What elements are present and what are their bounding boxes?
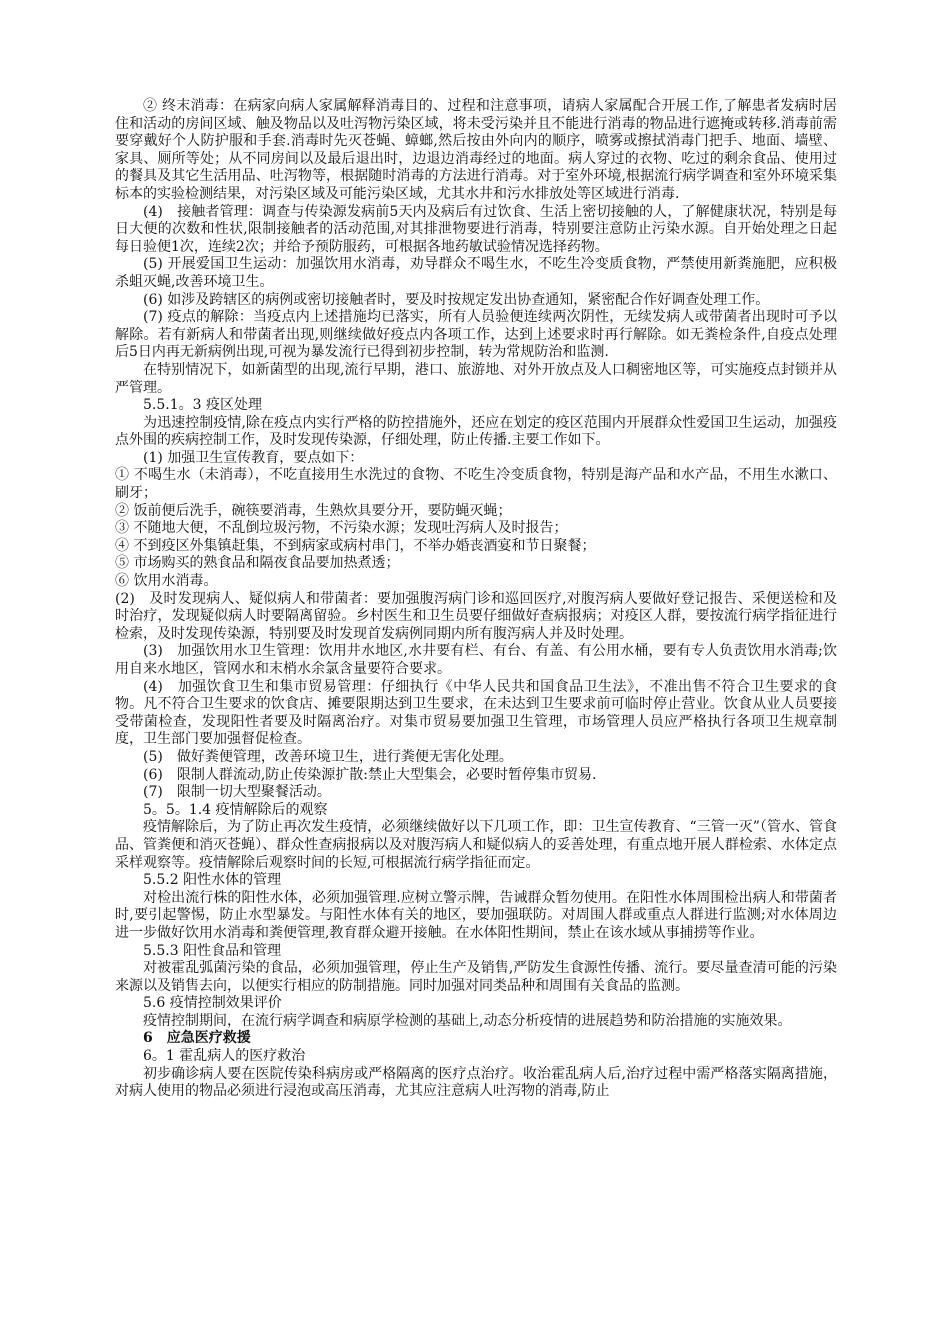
paragraph: ② 饭前便后洗手，碗筷要消毒，生熟炊具要分开，要防蝇灭蝇； — [115, 502, 512, 519]
paragraph: (4) 接触者管理：调查与传染源发病前5天内及病后有过饮食、生活上密切接触的人，了解健康状况，特别是每日大便的次数和性状,限制接触者的活动范围,对其排泄物要进行消毒，特别要注意防止污染水源。自开始处理之日起每日验便1次，连续2次；并给予预防服药，可根据各地药敏试验情况选择药物。 — [115, 203, 837, 255]
paragraph: 疫情解除后，为了防止再次发生疫情，必须继续做好以下几项工作，即：卫生宣传教育、“三管一灭”（管水、管食品、管粪便和消灭苍蝇）、群众性查病报病以及对腹泻病人和疑似病人的妥善处理，有重点地开展人群检索、水体定点采样观察等。疫情解除后观察时间的长短,可根据流行病学指征而定。 — [115, 819, 837, 871]
paragraph: 5。5。1.4 疫情解除后的观察 — [143, 801, 328, 818]
paragraph: 5.5.3 阳性食品和管理 — [143, 942, 282, 959]
paragraph: ⑥ 饮用水消毒。 — [115, 573, 218, 590]
paragraph: 5.5.1。3 疫区处理 — [143, 397, 262, 414]
paragraph: (6) 如涉及跨辖区的病例或密切接触者时，要及时按规定发出协查通知，紧密配合作好调查处理工作。 — [143, 291, 770, 308]
paragraph: 为迅速控制疫情,除在疫点内实行严格的防控措施外，还应在划定的疫区范围内开展群众性爱国卫生运动，加强疫点外围的疾病控制工作，及时发现传染源，仔细处理，防止传播.主要工作如下。 — [115, 414, 837, 449]
paragraph: 初步确诊病人要在医院传染科病房或严格隔离的医疗点治疗。收治霍乱病人后,治疗过程中需严格落实隔离措施，对病人使用的物品必须进行浸泡或高压消毒，尤其应注意病人吐泻物的消毒,防止 — [115, 1065, 837, 1100]
paragraph: ② 终末消毒：在病家向病人家属解释消毒目的、过程和注意事项，请病人家属配合开展工作,了解患者发病时居住和活动的房间区域、触及物品以及吐泻物污染区域，将未受污染并且不能进行消毒的物品进行遮掩或转移.消毒前需要穿戴好个人防护服和手套.消毒时先灭苍蝇、蟑螂,然后按由外向内的顺序，喷雾或擦拭消毒门把手、地面、墙壁、家具、厕所等处；从不同房间以及最后退出时，边退边消毒经过的地面。病人穿过的衣物、吃过的剩余食品、使用过的餐具及其它生活用品、吐泻物等，根据随时消毒的方法进行消毒。对于室外环境,根据流行病学调查和室外环境采集标本的实验检测结果，对污染区域及可能污染区域，尤其水井和污水排放处等区域进行消毒. — [115, 98, 837, 202]
paragraph: (4) 加强饮食卫生和集市贸易管理：仔细执行《中华人民共和国食品卫生法》，不准出售不符合卫生要求的食物。凡不符合卫生要求的饮食店、摊要限期达到卫生要求，在未达到卫生要求前可临时停止营业。饮食从业人员要接受带菌检查，发现阳性者要及时隔离治疗。对集市贸易要加强卫生管理，市场管理人员应严格执行各项卫生规章制度，卫生部门要加强督促检查。 — [115, 678, 837, 748]
paragraph: ① 不喝生水（未消毒），不吃直接用生水洗过的食物、不吃生冷变质食物，特别是海产品和水产品，不用生水漱口、刷牙； — [115, 467, 837, 502]
paragraph: 对被霍乱弧菌污染的食品，必须加强管理，停止生产及销售,严防发生食源性传播、流行。要尽量查清可能的污染来源以及销售去向，以便实行相应的防制措施。同时加强对同类品种和周围有关食品的监测。 — [115, 960, 837, 994]
paragraph: ③ 不随地大便，不乱倒垃圾污物，不污染水源；发现吐泻病人及时报告； — [115, 520, 568, 537]
paragraph: (7) 限制一切大型聚餐活动。 — [143, 784, 331, 801]
document-body — [115, 98, 837, 1101]
section-heading: 6 应急医疗救援 — [143, 1030, 251, 1047]
paragraph: (3) 加强饮用水卫生管理：饮用井水地区,水井要有栏、有台、有盖、有公用水桶，要有专人负责饮用水消毒;饮用自来水地区，管网水和末梢水余氯含量要符合要求。 — [115, 643, 837, 677]
paragraph: (2) 及时发现病人、疑似病人和带菌者：要加强腹泻病门诊和巡回医疗,对腹泻病人要做好登记报告、采便送检和及时治疗，发现疑似病人时要隔离留验。乡村医生和卫生员要仔细做好查病报病；对疫区人群，要按流行病学指征进行检索，及时发现传染源，特别要及时发现首发病例同期内所有腹泻病人并及时处理。 — [115, 590, 837, 642]
paragraph: 对检出流行株的阳性水体，必须加强管理.应树立警示牌，告诫群众暂勿使用。在阳性水体周围检出病人和带菌者时,要引起警惕，防止水型暴发。与阳性水体有关的地区，要加强联防。对周围人群或重点人群进行监测;对水体周边进一步做好饮用水消毒和粪便管理,教育群众避开接触。在水体阳性期间，禁止在该水域从事捕捞等作业。 — [115, 889, 837, 941]
paragraph: (5) 开展爱国卫生运动：加强饮用水消毒，劝导群众不喝生水，不吃生冷变质食物，严禁使用新粪施肥，应积极杀蛆灭蝇,改善环境卫生。 — [115, 256, 837, 290]
paragraph: (6) 限制人群流动,防止传染源扩散:禁止大型集会，必要时暂停集市贸易. — [143, 766, 597, 783]
paragraph: 5.6 疫情控制效果评价 — [143, 995, 282, 1012]
paragraph: (1) 加强卫生宣传教育，要点如下： — [143, 449, 364, 466]
paragraph: ④ 不到疫区外集镇赶集，不到病家或病村串门，不举办婚丧酒宴和节日聚餐； — [115, 537, 596, 554]
paragraph: 5.5.2 阳性水体的管理 — [143, 872, 282, 889]
paragraph: 在特别情况下，如新菌型的出现,流行早期，港口、旅游地、对外开放点及人口稠密地区等，可实施疫点封锁并从严管理。 — [115, 361, 837, 396]
paragraph: (7) 疫点的解除：当疫点内上述措施均已落实，所有人员验便连续两次阴性，无续发病人或带菌者出现时可予以解除。若有新病人和带菌者出现,则继续做好疫点内各项工作，达到上述要求时再行解除。如无粪检条件,自疫点处理后5日内再无新病例出现,可视为暴发流行已得到初步控制，转为常规防治和监测. — [115, 309, 837, 361]
paragraph: (5) 做好粪便管理，改善环境卫生，进行粪便无害化处理。 — [143, 748, 513, 765]
paragraph: 6。1 霍乱病人的医疗救治 — [143, 1048, 306, 1065]
paragraph: ⑤ 市场购买的熟食品和隔夜食品要加热煮透； — [115, 555, 400, 572]
paragraph: 疫情控制期间，在流行病学调查和病原学检测的基础上,动态分析疫情的进展趋势和防治措施的实施效果。 — [143, 1012, 792, 1029]
